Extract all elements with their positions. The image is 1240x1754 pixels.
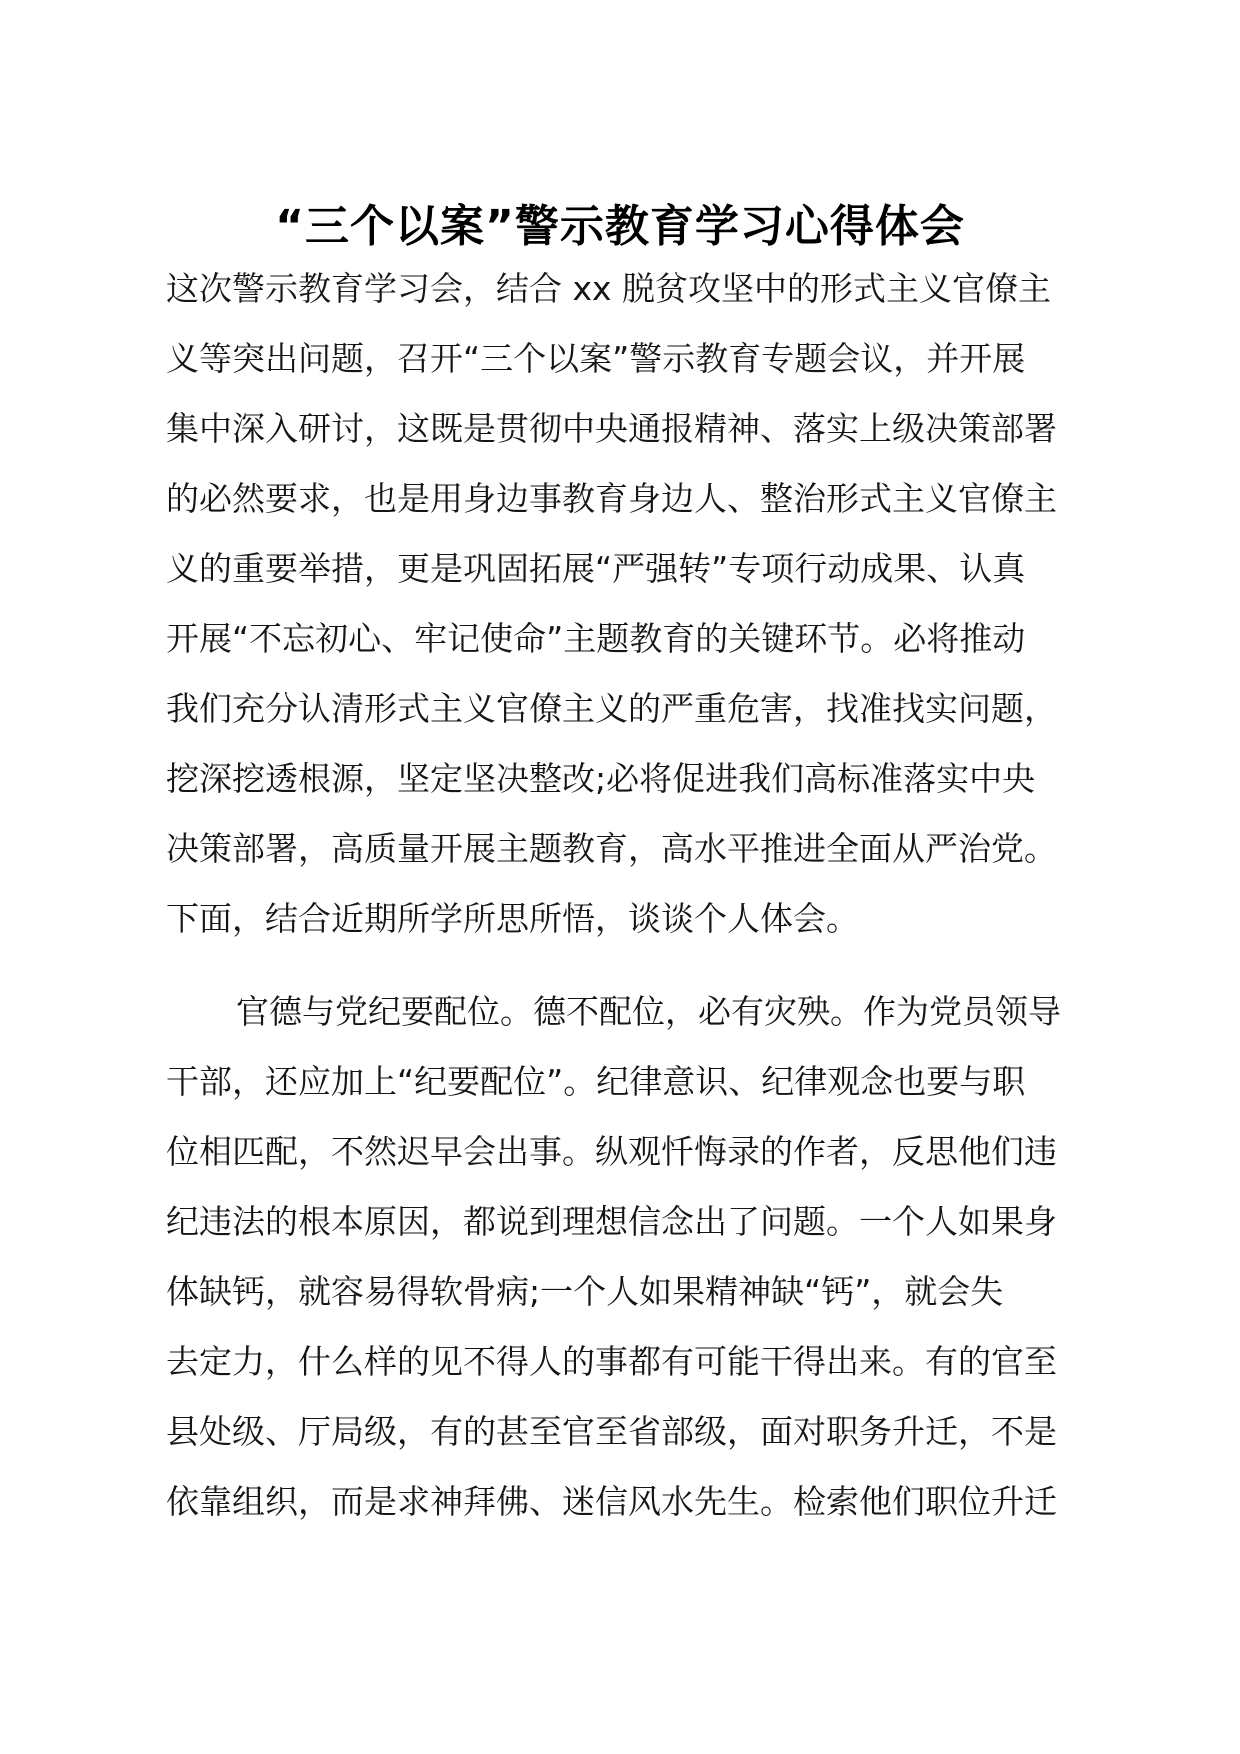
text-line: 纪违法的根本原因，都说到理想信念出了问题。一个人如果身 [166, 1202, 1057, 1241]
text-line: 官德与党纪要配位。德不配位，必有灾殃。作为党员领导 [236, 992, 1061, 1031]
text-line: 挖深挖透根源，坚定坚决整改;必将促进我们高标准落实中央 [166, 759, 1036, 798]
text-line: 义的重要举措，更是巩固拓展“严强转”专项行动成果、认真 [166, 549, 1026, 588]
paragraph-2 [166, 977, 1076, 1537]
text-line: 去定力，什么样的见不得人的事都有可能干得出来。有的官至 [166, 1342, 1057, 1381]
text-line: 县处级、厅局级，有的甚至官至省部级，面对职务升迁，不是 [166, 1412, 1057, 1451]
text-line: 位相匹配，不然迟早会出事。纵观忏悔录的作者，反思他们违 [166, 1132, 1057, 1171]
text-line: 决策部署，高质量开展主题教育，高水平推进全面从严治党。 [166, 829, 1057, 868]
text-line: 下面，结合近期所学所思所悟，谈谈个人体会。 [166, 899, 859, 938]
text-line: 我们充分认清形式主义官僚主义的严重危害，找准找实问题， [166, 689, 1057, 728]
text-line: 干部，还应加上“纪要配位”。纪律意识、纪律观念也要与职 [166, 1062, 1026, 1101]
text-line: 的必然要求，也是用身边事教育身边人、整治形式主义官僚主 [166, 479, 1057, 518]
text-line: 开展“不忘初心、牢记使命”主题教育的关键环节。必将推动 [166, 619, 1026, 658]
text-line: 依靠组织，而是求神拜佛、迷信风水先生。检索他们职位升迁 [166, 1482, 1057, 1521]
paragraph-spacing [166, 954, 1076, 977]
document-body [166, 254, 1076, 1537]
document-title: “三个以案”警示教育学习心得体会 [275, 201, 965, 252]
text-line: 体缺钙，就容易得软骨病;一个人如果精神缺“钙”，就会失 [166, 1272, 1004, 1311]
text-line: 义等突出问题，召开“三个以案”警示教育专题会议，并开展 [166, 339, 1026, 378]
text-line: 这次警示教育学习会，结合 xx 脱贫攻坚中的形式主义官僚主 [166, 269, 1052, 308]
paragraph-1 [166, 254, 1076, 954]
text-line: 集中深入研讨，这既是贯彻中央通报精神、落实上级决策部署 [166, 409, 1057, 448]
